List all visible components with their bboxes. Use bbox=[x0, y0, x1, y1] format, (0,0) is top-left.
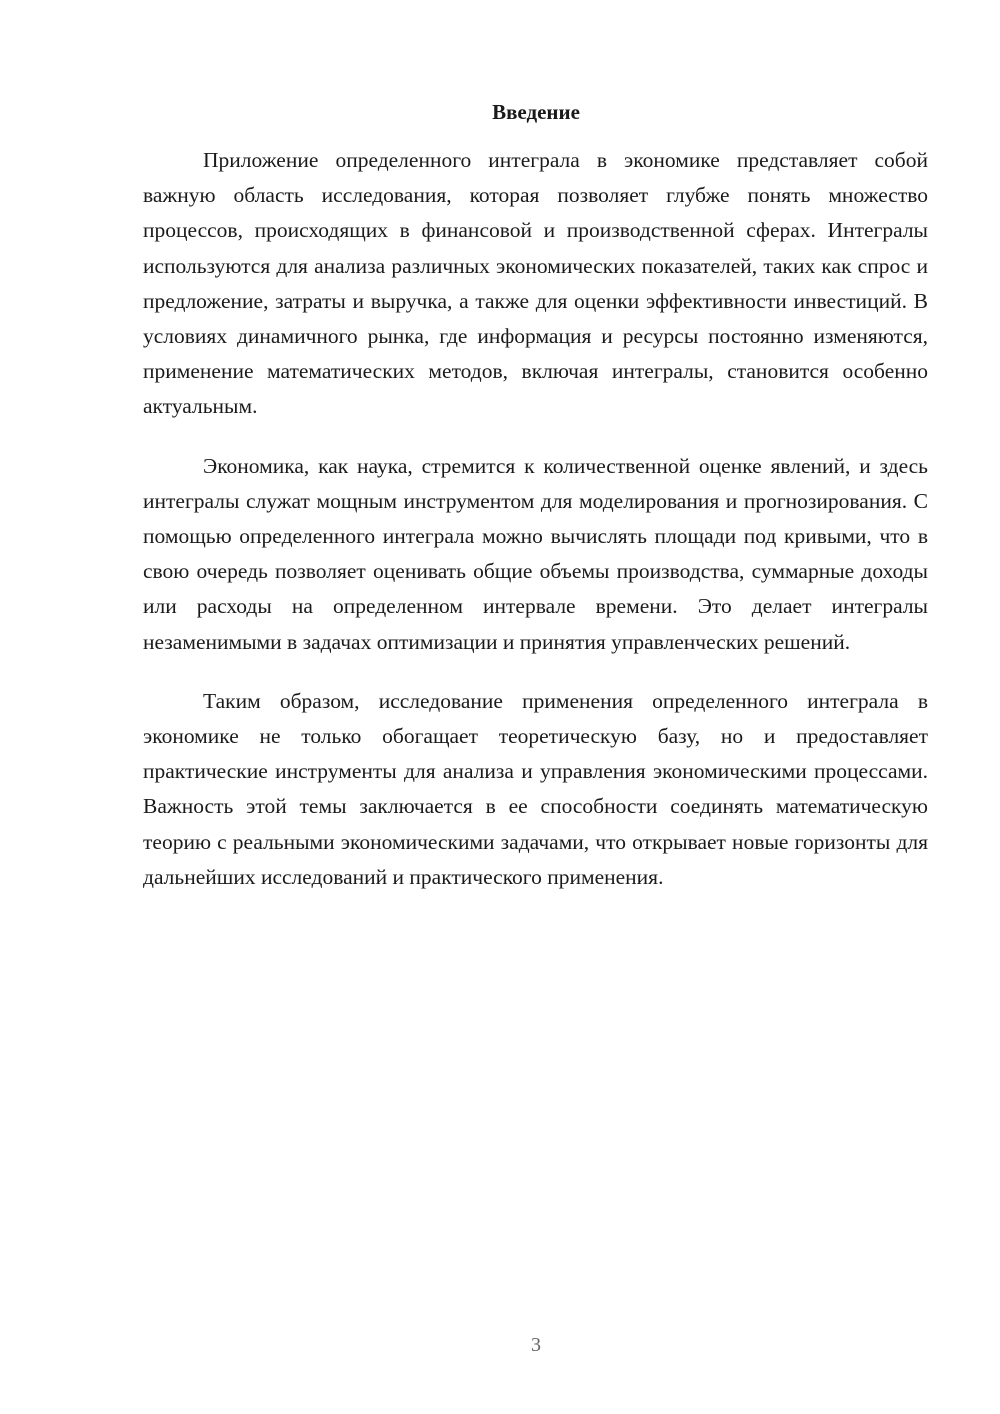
page-number: 3 bbox=[531, 1334, 541, 1356]
paragraph-3: Таким образом, исследование применения определенного интеграла в экономике не только обогащает теоретическую базу, но и предоставляет практические инструменты для анализа и управления экономическими процессами. Важность этой темы заключается в ее способности соединять математическую теорию с реальными экономическими задачами, что открывает новые горизонты для дальнейших исследований и практического применения. bbox=[143, 688, 928, 889]
section-title: Введение bbox=[492, 100, 580, 124]
body-text bbox=[143, 143, 928, 919]
paragraph-1: Приложение определенного интеграла в экономике представляет собой важную область исследования, которая позволяет глубже понять множество процессов, происходящих в финансовой и производственной сферах. Интегралы используются для анализа различных экономических показателей, таких как спрос и предложение, затраты и выручка, а также для оценки эффективности инвестиций. В условиях динамичного рынка, где информация и ресурсы постоянно изменяются, применение математических методов, включая интегралы, становится особенно актуальным. bbox=[143, 148, 928, 419]
paragraph-2: Экономика, как наука, стремится к количественной оценке явлений, и здесь интегралы служат мощным инструментом для моделирования и прогнозирования. С помощью определенного интеграла можно вычислять площади под кривыми, что в свою очередь позволяет оценивать общие объемы производства, суммарные доходы или расходы на определенном интервале времени. Это делает интегралы незаменимыми в задачах оптимизации и принятия управленческих решений. bbox=[143, 453, 928, 654]
